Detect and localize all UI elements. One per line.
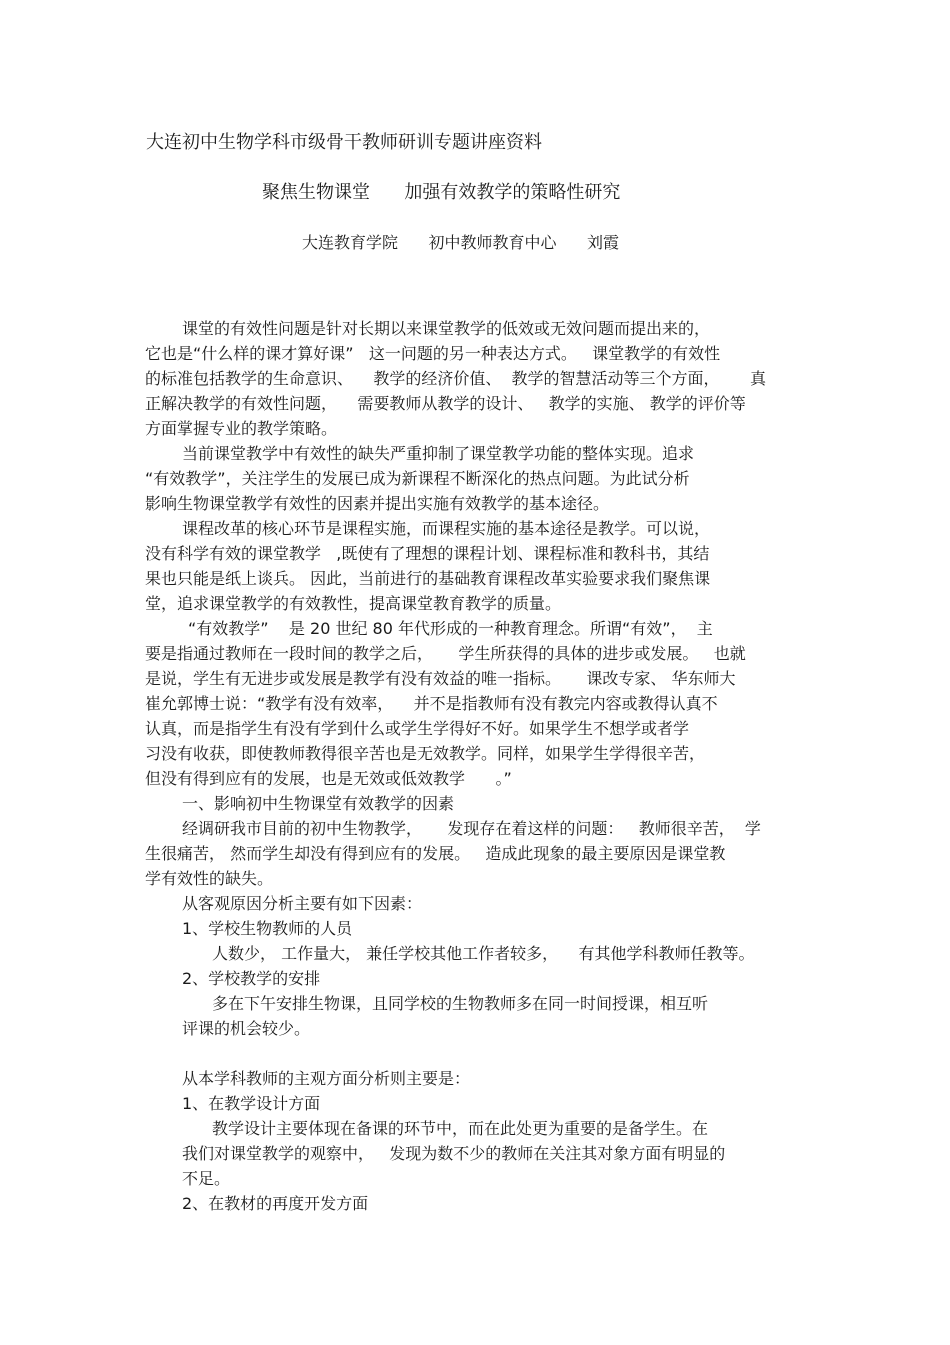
body-line: 但没有得到应有的发展，也是无效或低效教学 。” <box>145 769 512 788</box>
body-line: 崔允郭博士说：“教学有没有效率， 并不是指教师有没有教完内容或教得认真不 <box>145 694 718 713</box>
body-line: 不足。 <box>182 1169 231 1188</box>
body-line: 影响生物课堂教学有效性的因素并提出实施有效教学的基本途径。 <box>145 494 610 513</box>
body-line: 认真，而是指学生有没有学到什么或学生学得好不好。如果学生不想学或者学 <box>145 719 690 738</box>
body-line: “有效教学”，关注学生的发展已成为新课程不断深化的热点问题。为此试分析 <box>145 469 690 488</box>
list-heading: 1、学校生物教师的人员 <box>182 919 353 938</box>
list-heading: 1、在教学设计方面 <box>182 1094 321 1113</box>
body-line: 评课的机会较少。 <box>182 1019 311 1038</box>
body-line: 是说，学生有无进步或发展是教学有没有效益的唯一指标。 课改专家、 华东师大 <box>145 669 736 688</box>
list-heading: 2、学校教学的安排 <box>182 969 321 988</box>
document-title: 聚焦生物课堂 加强有效教学的策略性研究 <box>262 182 621 203</box>
author-line: 大连教育学院 初中教师教育中心 刘霞 <box>302 233 620 252</box>
body-line: 课程改革的核心环节是课程实施，而课程实施的基本途径是教学。可以说， <box>182 519 711 538</box>
body-line: 习没有收获，即使教师教得很辛苦也是无效教学。同样，如果学生学得很辛苦， <box>145 744 706 763</box>
body-line: 人数少， 工作量大， 兼任学校其他工作者较多， 有其他学科教师任教等。 <box>212 944 755 963</box>
body-line: 生很痛苦， 然而学生却没有得到应有的发展。 造成此现象的最主要原因是课堂教 <box>145 844 726 863</box>
body-line: 要是指通过教师在一段时间的教学之后， 学生所获得的具体的进步或发展。 也就 <box>145 644 746 663</box>
body-line: 堂，追求课堂教学的有效教性，提高课堂教育教学的质量。 <box>145 594 562 613</box>
list-heading: 2、在教材的再度开发方面 <box>182 1194 369 1213</box>
body-line: 课堂的有效性问题是针对长期以来课堂教学的低效或无效问题而提出来的， <box>182 319 711 338</box>
body-line: 果也只能是纸上谈兵。 因此，当前进行的基础教育课程改革实验要求我们聚焦课 <box>145 569 711 588</box>
body-line: 它也是“什么样的课才算好课” 这一问题的另一种表达方式。 课堂教学的有效性 <box>145 344 721 363</box>
body-line: 没有科学有效的课堂教学 ,既使有了理想的课程计划、课程标准和教科书，其结 <box>145 544 710 563</box>
body-line: 经调研我市目前的初中生物教学， 发现存在着这样的问题： 教师很辛苦， 学 <box>182 819 761 838</box>
section-heading: 一、影响初中生物课堂有效教学的因素 <box>182 794 455 813</box>
body-line: 正解决教学的有效性问题， 需要教师从教学的设计、 教学的实施、 教学的评价等 <box>145 394 746 413</box>
body-line: 从本学科教师的主观方面分析则主要是： <box>182 1069 471 1088</box>
body-line: 多在下午安排生物课，且同学校的生物教师多在同一时间授课，相互听 <box>212 994 709 1013</box>
body-line: 从客观原因分析主要有如下因素： <box>182 894 423 913</box>
body-line: 当前课堂教学中有效性的缺失严重抑制了课堂教学功能的整体实现。追求 <box>182 444 695 463</box>
body-line: “有效教学” 是 20 世纪 80 年代形成的一种教育理念。所谓“有效”， 主 <box>188 619 713 638</box>
body-line: 学有效性的缺失。 <box>145 869 274 888</box>
document-header: 大连初中生物学科市级骨干教师研训专题讲座资料 <box>146 132 542 153</box>
body-line: 教学设计主要体现在备课的环节中，而在此处更为重要的是备学生。在 <box>212 1119 709 1138</box>
body-line: 我们对课堂教学的观察中， 发现为数不少的教师在关注其对象方面有明显的 <box>182 1144 726 1163</box>
body-line: 方面掌握专业的教学策略。 <box>145 419 338 438</box>
body-line: 的标准包括教学的生命意识、 教学的经济价值、 教学的智慧活动等三个方面， 真 <box>145 369 767 388</box>
